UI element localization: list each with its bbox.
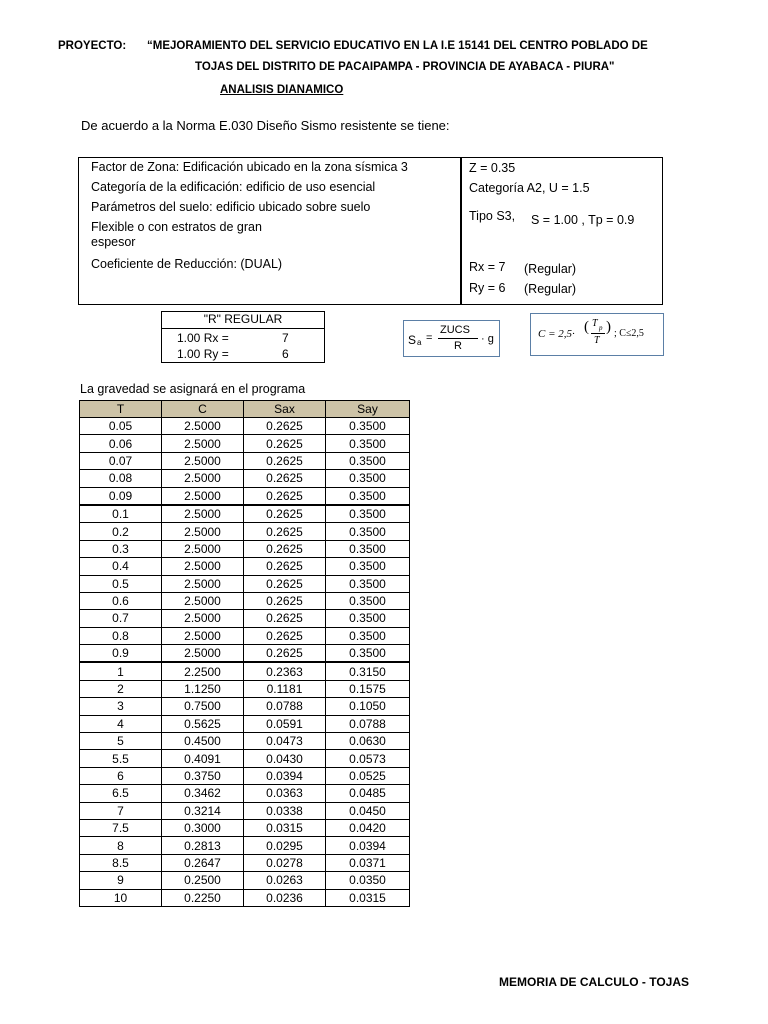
- cell-c: 2.5000: [162, 575, 244, 592]
- cell-t: 4: [80, 715, 162, 732]
- cell-say: 0.3500: [326, 558, 410, 575]
- cell-sax: 0.1181: [244, 680, 326, 697]
- cell-say: 0.3500: [326, 592, 410, 609]
- cell-c: 0.7500: [162, 698, 244, 715]
- cell-sax: 0.0278: [244, 854, 326, 871]
- value-ry-note: (Regular): [524, 282, 577, 296]
- sa-fraction-bar: [438, 338, 478, 339]
- cell-t: 0.5: [80, 575, 162, 592]
- param-categoria: Categoría de la edificación: edificio de uso esencial: [91, 180, 376, 194]
- cell-t: 10: [80, 889, 162, 906]
- cell-sax: 0.0591: [244, 715, 326, 732]
- table-row: [80, 627, 410, 644]
- cell-t: 9: [80, 872, 162, 889]
- cell-say: 0.3500: [326, 435, 410, 452]
- param-suelo-cont: Flexible o con estratos de gran: [91, 220, 262, 234]
- table-row: [80, 523, 410, 540]
- gravity-note: La gravedad se asignará en el programa: [80, 382, 306, 396]
- col-header-t: T: [80, 401, 162, 418]
- cell-sax: 0.2363: [244, 662, 326, 680]
- cell-t: 0.3: [80, 540, 162, 557]
- sa-times-g: · g: [481, 333, 494, 345]
- value-s-tp: S = 1.00 , Tp = 0.9: [531, 213, 635, 227]
- cell-sax: 0.2625: [244, 487, 326, 505]
- cell-say: 0.0315: [326, 889, 410, 906]
- cell-say: 0.0485: [326, 785, 410, 802]
- cell-c: 2.5000: [162, 540, 244, 557]
- cell-c: 0.2250: [162, 889, 244, 906]
- cell-t: 0.08: [80, 470, 162, 487]
- cell-say: 0.0450: [326, 802, 410, 819]
- table-row: [80, 452, 410, 469]
- r-table-ry-value: 6: [282, 347, 289, 361]
- c-condition: ; C≤2,5: [614, 328, 644, 339]
- cell-say: 0.0525: [326, 767, 410, 784]
- cell-sax: 0.0338: [244, 802, 326, 819]
- section-title: ANALISIS DIANAMICO: [220, 84, 344, 96]
- table-row: [80, 785, 410, 802]
- cell-c: 2.5000: [162, 418, 244, 435]
- cell-t: 0.07: [80, 452, 162, 469]
- c-tp: T: [592, 318, 598, 329]
- value-rx-note: (Regular): [524, 262, 577, 276]
- c-t: T: [594, 335, 600, 346]
- table-row: [80, 645, 410, 663]
- table-row: [80, 889, 410, 906]
- cell-sax: 0.0236: [244, 889, 326, 906]
- table-row: [80, 540, 410, 557]
- cell-say: 0.0371: [326, 854, 410, 871]
- cell-c: 2.2500: [162, 662, 244, 680]
- spectrum-table: [79, 400, 410, 907]
- sa-subscript: a: [417, 338, 422, 347]
- table-row: [80, 872, 410, 889]
- table-header-row: [80, 401, 410, 418]
- cell-c: 0.5625: [162, 715, 244, 732]
- cell-c: 0.3214: [162, 802, 244, 819]
- cell-c: 0.3750: [162, 767, 244, 784]
- cell-say: 0.0420: [326, 819, 410, 836]
- cell-c: 2.5000: [162, 610, 244, 627]
- cell-sax: 0.0394: [244, 767, 326, 784]
- c-tp-sub: p: [599, 324, 603, 332]
- table-row: [80, 610, 410, 627]
- project-title-line2: TOJAS DEL DISTRITO DE PACAIPAMPA - PROVINCIA DE AYABACA - PIURA": [195, 61, 615, 73]
- cell-sax: 0.0315: [244, 819, 326, 836]
- table-row: [80, 802, 410, 819]
- cell-say: 0.0573: [326, 750, 410, 767]
- cell-sax: 0.2625: [244, 627, 326, 644]
- r-table-header: "R" REGULAR: [203, 312, 283, 326]
- col-header-say: Say: [326, 401, 410, 418]
- table-row: [80, 470, 410, 487]
- table-row: [80, 854, 410, 871]
- cell-say: 0.3500: [326, 452, 410, 469]
- cell-t: 0.06: [80, 435, 162, 452]
- value-categoria: Categoría A2, U = 1.5: [469, 181, 590, 195]
- cell-c: 0.4500: [162, 733, 244, 750]
- cell-say: 0.3500: [326, 540, 410, 557]
- cell-c: 2.5000: [162, 627, 244, 644]
- table-row: [80, 767, 410, 784]
- cell-t: 8: [80, 837, 162, 854]
- table-row: [80, 558, 410, 575]
- cell-sax: 0.2625: [244, 610, 326, 627]
- cell-sax: 0.2625: [244, 592, 326, 609]
- cell-t: 0.2: [80, 523, 162, 540]
- col-header-c: C: [162, 401, 244, 418]
- sa-formula-box: [403, 320, 500, 357]
- value-ry: Ry = 6: [469, 281, 506, 295]
- cell-sax: 0.2625: [244, 540, 326, 557]
- cell-say: 0.3150: [326, 662, 410, 680]
- c-paren-right: ): [606, 319, 611, 335]
- value-rx: Rx = 7: [469, 260, 506, 274]
- cell-say: 0.0394: [326, 837, 410, 854]
- cell-say: 0.3500: [326, 610, 410, 627]
- cell-say: 0.1050: [326, 698, 410, 715]
- cell-c: 2.5000: [162, 435, 244, 452]
- cell-c: 2.5000: [162, 558, 244, 575]
- cell-say: 0.3500: [326, 575, 410, 592]
- cell-c: 0.2500: [162, 872, 244, 889]
- cell-c: 0.2647: [162, 854, 244, 871]
- cell-sax: 0.0363: [244, 785, 326, 802]
- cell-t: 8.5: [80, 854, 162, 871]
- value-tipo: Tipo S3,: [469, 209, 516, 223]
- table-row: [80, 662, 410, 680]
- cell-t: 5.5: [80, 750, 162, 767]
- cell-sax: 0.0788: [244, 698, 326, 715]
- cell-say: 0.3500: [326, 645, 410, 663]
- r-table-divider: [161, 328, 325, 329]
- cell-sax: 0.2625: [244, 523, 326, 540]
- cell-t: 0.05: [80, 418, 162, 435]
- table-body: [80, 418, 410, 907]
- r-table-rx-label: 1.00 Rx =: [177, 331, 229, 345]
- cell-t: 0.4: [80, 558, 162, 575]
- cell-t: 2: [80, 680, 162, 697]
- c-paren-left: (: [584, 319, 589, 335]
- cell-sax: 0.2625: [244, 645, 326, 663]
- table-row: [80, 487, 410, 505]
- table-row: [80, 715, 410, 732]
- cell-c: 0.2813: [162, 837, 244, 854]
- cell-say: 0.3500: [326, 470, 410, 487]
- cell-t: 0.09: [80, 487, 162, 505]
- value-z: Z = 0.35: [469, 161, 516, 175]
- cell-say: 0.3500: [326, 627, 410, 644]
- project-title-line1: “MEJORAMIENTO DEL SERVICIO EDUCATIVO EN LA I.E 15141 DEL CENTRO POBLADO DE: [147, 40, 648, 52]
- cell-t: 7: [80, 802, 162, 819]
- cell-sax: 0.2625: [244, 505, 326, 523]
- cell-say: 0.1575: [326, 680, 410, 697]
- cell-say: 0.0350: [326, 872, 410, 889]
- table-row: [80, 680, 410, 697]
- cell-sax: 0.0263: [244, 872, 326, 889]
- cell-sax: 0.2625: [244, 470, 326, 487]
- cell-t: 0.1: [80, 505, 162, 523]
- cell-t: 1: [80, 662, 162, 680]
- table-row: [80, 575, 410, 592]
- proyecto-label: PROYECTO:: [58, 40, 127, 52]
- cell-t: 7.5: [80, 819, 162, 836]
- cell-c: 2.5000: [162, 470, 244, 487]
- cell-c: 2.5000: [162, 645, 244, 663]
- cell-c: 2.5000: [162, 487, 244, 505]
- cell-sax: 0.2625: [244, 558, 326, 575]
- param-zona: Factor de Zona: Edificación ubicado en la zona sísmica 3: [91, 160, 408, 174]
- parameters-divider: [460, 157, 462, 305]
- table-row: [80, 505, 410, 523]
- cell-t: 0.7: [80, 610, 162, 627]
- cell-say: 0.3500: [326, 523, 410, 540]
- cell-c: 2.5000: [162, 505, 244, 523]
- cell-say: 0.3500: [326, 418, 410, 435]
- table-row: [80, 592, 410, 609]
- intro-text: De acuerdo a la Norma E.030 Diseño Sismo resistente se tiene:: [81, 118, 450, 133]
- cell-c: 2.5000: [162, 592, 244, 609]
- table-row: [80, 698, 410, 715]
- param-espesor: espesor: [91, 235, 136, 249]
- table-row: [80, 435, 410, 452]
- cell-sax: 0.2625: [244, 575, 326, 592]
- param-suelo: Parámetros del suelo: edificio ubicado sobre suelo: [91, 200, 371, 214]
- cell-say: 0.0788: [326, 715, 410, 732]
- c-fraction-bar: [591, 333, 605, 334]
- sa-symbol: S: [408, 333, 417, 347]
- cell-sax: 0.0430: [244, 750, 326, 767]
- cell-c: 0.3462: [162, 785, 244, 802]
- cell-t: 6: [80, 767, 162, 784]
- cell-say: 0.0630: [326, 733, 410, 750]
- table-row: [80, 733, 410, 750]
- r-table-rx-value: 7: [282, 331, 289, 345]
- cell-t: 0.8: [80, 627, 162, 644]
- sa-numerator: ZUCS: [440, 324, 470, 336]
- c-formula-box: [530, 313, 664, 356]
- cell-sax: 0.2625: [244, 435, 326, 452]
- cell-c: 0.4091: [162, 750, 244, 767]
- cell-t: 6.5: [80, 785, 162, 802]
- footer-text: MEMORIA DE CALCULO - TOJAS: [499, 975, 690, 989]
- cell-sax: 0.0473: [244, 733, 326, 750]
- table-row: [80, 418, 410, 435]
- cell-t: 5: [80, 733, 162, 750]
- cell-sax: 0.2625: [244, 452, 326, 469]
- cell-t: 3: [80, 698, 162, 715]
- cell-sax: 0.2625: [244, 418, 326, 435]
- r-table-ry-label: 1.00 Ry =: [177, 347, 229, 361]
- param-reduccion: Coeficiente de Reducción: (DUAL): [91, 257, 283, 271]
- table-row: [80, 837, 410, 854]
- sa-denominator: R: [454, 340, 462, 352]
- cell-t: 0.9: [80, 645, 162, 663]
- cell-say: 0.3500: [326, 505, 410, 523]
- cell-c: 2.5000: [162, 523, 244, 540]
- table-row: [80, 819, 410, 836]
- cell-c: 0.3000: [162, 819, 244, 836]
- sa-equals: =: [426, 332, 433, 344]
- cell-c: 2.5000: [162, 452, 244, 469]
- col-header-sax: Sax: [244, 401, 326, 418]
- table-row: [80, 750, 410, 767]
- cell-t: 0.6: [80, 592, 162, 609]
- cell-sax: 0.0295: [244, 837, 326, 854]
- c-formula-text: C = 2,5·: [538, 328, 575, 340]
- cell-say: 0.3500: [326, 487, 410, 505]
- cell-c: 1.1250: [162, 680, 244, 697]
